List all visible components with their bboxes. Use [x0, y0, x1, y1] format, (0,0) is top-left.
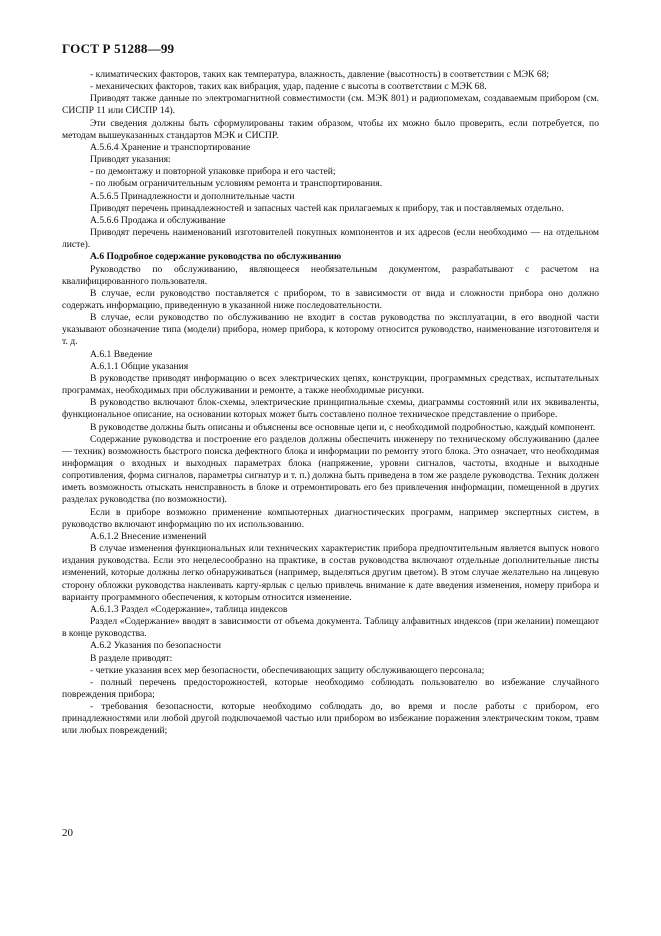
- paragraph: В руководство включают блок-схемы, электрические принципиальные схемы, диаграммы состояний или их эквиваленты, функциональное описание, на основании которых может быть составлено полное техническое представление о приборе.: [62, 397, 599, 421]
- paragraph: В случае, если руководство поставляется с прибором, то в зависимости от вида и сложности прибора оно должно содержать информацию, приведенную в указанной ниже последовательности.: [62, 287, 599, 311]
- paragraph: А.5.6.4 Хранение и транспортирование: [90, 141, 251, 153]
- paragraph: В руководстве должны быть описаны и объяснены все основные цепи и, с необходимой подробностью, каждый компонент.: [90, 421, 596, 433]
- paragraph: - требования безопасности, которые необходимо соблюдать до, во время и после работы с прибором, его принадлежностями или любой другой подключаемой частью или прибором во избежание поражения электрическим током, травм или любых повреждений;: [62, 701, 599, 737]
- paragraph: - четкие указания всех мер безопасности, обеспечивающих защиту обслуживающего персонала;: [90, 664, 485, 676]
- paragraph: А.6.1 Введение: [90, 348, 153, 360]
- paragraph: Приводят также данные по электромагнитной совместимости (см. МЭК 801) и радиопомехам, создаваемым прибором (см. СИСПР 11 или СИСПР 14).: [62, 93, 599, 117]
- document-body: [62, 69, 599, 738]
- paragraph: А.6.2 Указания по безопасности: [90, 640, 221, 652]
- paragraph: Приводят указания:: [90, 154, 171, 166]
- paragraph: Приводят перечень наименований изготовителей покупных компонентов и их адресов (если необходимо — на отдельном листе).: [62, 227, 599, 251]
- paragraph: - климатических факторов, таких как температура, влажность, давление (высотность) в соответствии с МЭК 68;: [90, 69, 550, 80]
- paragraph: Содержание руководства и построение его разделов должны обеспечить инженеру по техническому обслуживанию (далее — техник) возможность быстрого поиска дефектного блока и информации по ремонту этого блока. Это означает, что необходимая информация о входных и выходных параметрах блока (напряжение, уровни сигналов, частоты, входные и выходные сопротивления, форма сигналов, параметры сигнатур и т. п.) должна быть приведена в том же разделе руководства. Техник должен иметь возможность отыскать неисправность в блоке и отремонтировать его без привлечения информации, помещенной в других разделах руководства (по возможности).: [62, 433, 599, 506]
- paragraph: Раздел «Содержание» вводят в зависимости от объема документа. Таблицу алфавитных индексов (при желании) помещают в конце руководства.: [62, 616, 599, 640]
- paragraph: А.5.6.6 Продажа и обслуживание: [90, 214, 226, 226]
- page-number: 20: [62, 827, 73, 839]
- paragraph: В случае, если руководство по обслуживанию не входит в состав руководства по эксплуатации, в его вводной части указывают обозначение типа (модели) прибора, номер прибора, к которому относится руководство, наименование изготовителя и т. д.: [62, 312, 599, 348]
- paragraph: А.5.6.5 Принадлежности и дополнительные части: [90, 190, 295, 202]
- section-heading: А.6 Подробное содержание руководства по обслуживанию: [90, 251, 342, 263]
- page-header: ГОСТ Р 51288—99: [62, 41, 175, 56]
- paragraph: - полный перечень предосторожностей, которые необходимо соблюдать пользователю во избежание случайного повреждения прибора;: [62, 676, 599, 700]
- paragraph: Руководство по обслуживанию, являющееся необязательным документом, разрабатывают с расчетом на квалифицированного пользователя.: [62, 263, 599, 287]
- paragraph: Приводят перечень принадлежностей и запасных частей как прилагаемых к прибору, так и поставляемых отдельно.: [90, 202, 564, 214]
- paragraph: - механических факторов, таких как вибрация, удар, падение с высоты в соответствии с МЭК 68.: [90, 81, 487, 93]
- paragraph: Если в приборе возможно применение компьютерных диагностических программ, например экспертных систем, в руководство включают информацию по их использованию.: [62, 506, 599, 530]
- paragraph: Эти сведения должны быть сформулированы таким образом, чтобы их можно было проверить, если потребуется, по методам вышеуказанных стандартов МЭК и СИСПР.: [62, 117, 599, 141]
- paragraph: В разделе приводят:: [90, 652, 173, 664]
- paragraph: В случае изменения функциональных или технических характеристик прибора предпочтительным является выпуск нового издания руководства. Если это нецелесообразно на практике, в состав руководства включают отдельные дополнительные листы изменений, которые должны легко обнаруживаться (например, выделяться другим цветом). В этом случае желательно на лицевую сторону обложки руководства наклеивать карту-ярлык с целью привлечь внимание к дате введения изменения, номеру прибора и варианту программного обеспечения, к которым относится изменение.: [62, 543, 599, 603]
- paragraph: - по любым ограничительным условиям ремонта и транспортирования.: [90, 178, 383, 190]
- paragraph: А.6.1.2 Внесение изменений: [90, 530, 207, 542]
- paragraph: А.6.1.1 Общие указания: [90, 360, 189, 372]
- paragraph: - по демонтажу и повторной упаковке прибора и его частей;: [90, 166, 336, 178]
- paragraph: В руководстве приводят информацию о всех электрических цепях, конструкции, программных средствах, испытательных программах, необходимых при обслуживании и ремонте, а также необходимые рисунки.: [62, 372, 599, 397]
- paragraph: А.6.1.3 Раздел «Содержание», таблица индексов: [90, 603, 288, 615]
